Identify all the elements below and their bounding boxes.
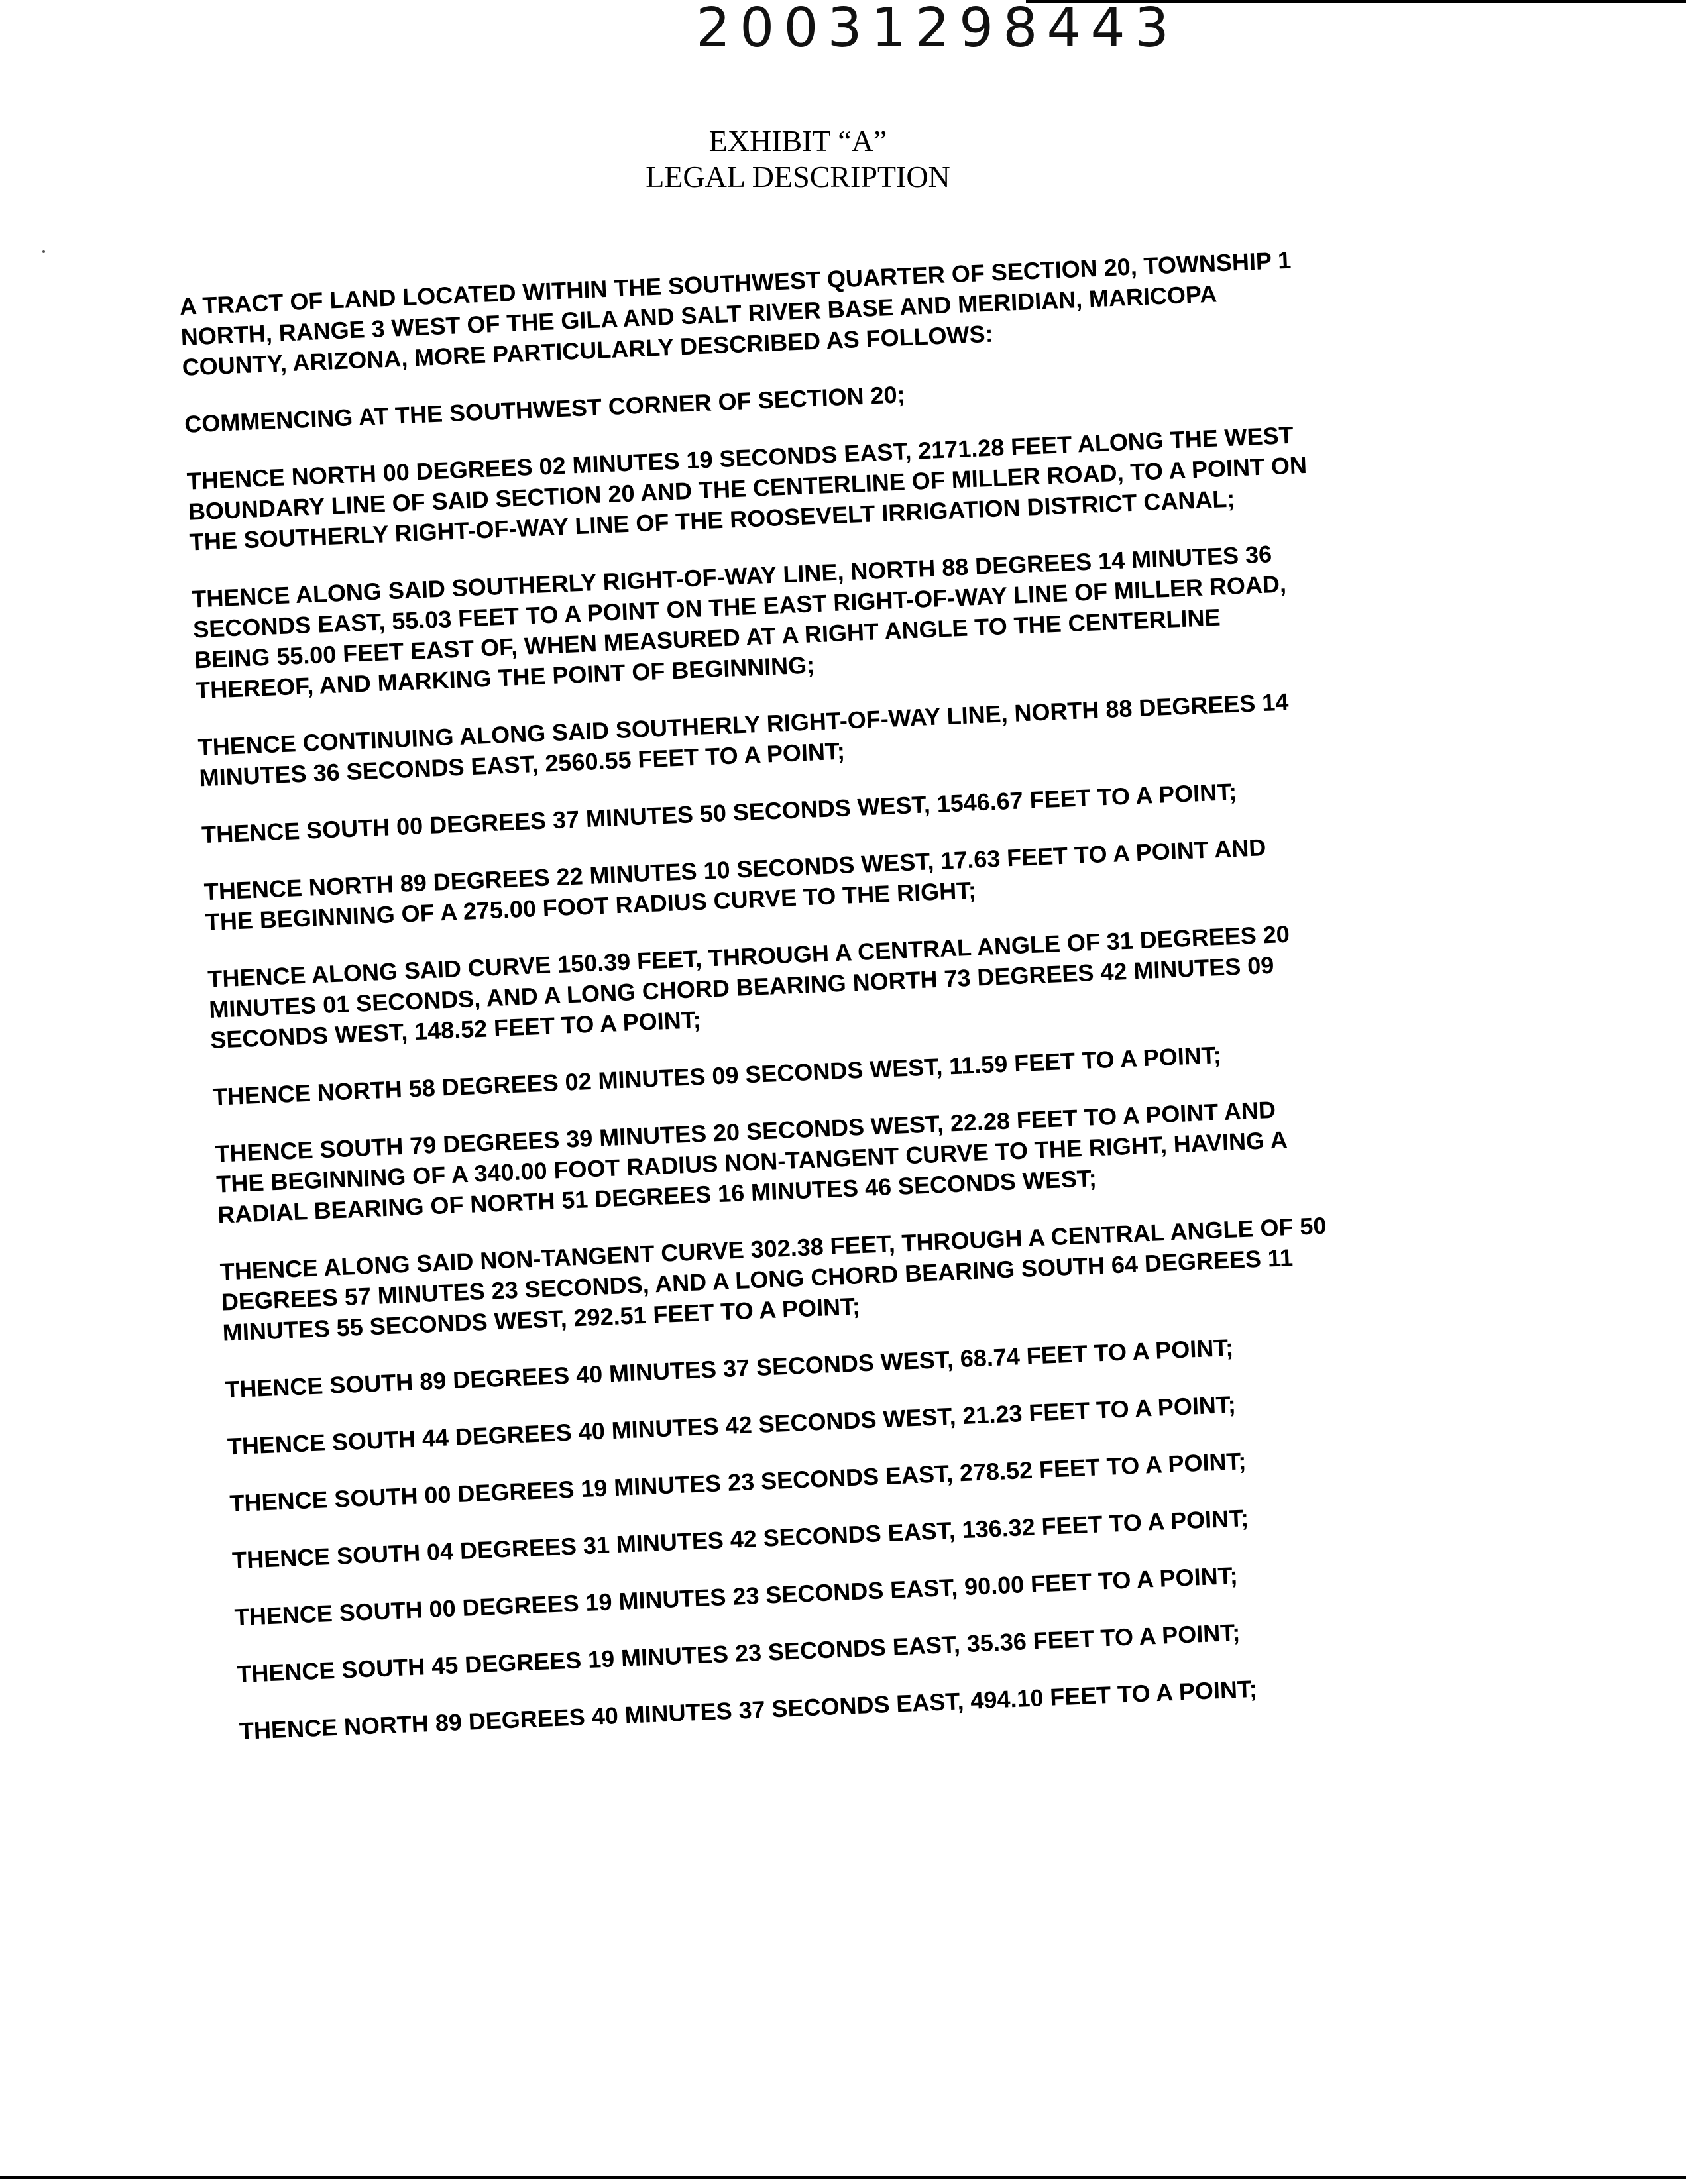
course-paragraph: THENCE NORTH 00 DEGREES 02 MINUTES 19 SECONDS EAST, 2171.28 FEET ALONG THE WEST BOUNDARY LINE OF SAID SECTION 20 AND THE CENTERLINE OF MILLER ROAD, TO A POINT ON THE SOUTHERLY RIGHT-OF-WAY LINE OF THE ROOSEVELT IRRIGATION DISTRICT CANAL; (186, 421, 1308, 556)
course-paragraph: THENCE CONTINUING ALONG SAID SOUTHERLY RIGHT-OF-WAY LINE, NORTH 88 DEGREES 14 MINUTES 36 SECONDS EAST, 2560.55 FEET TO A POINT; (197, 688, 1290, 792)
intro-paragraph: A TRACT OF LAND LOCATED WITHIN THE SOUTHWEST QUARTER OF SECTION 20, TOWNSHIP 1 NORTH, RANGE 3 WEST OF THE GILA AND SALT RIVER BASE AND MERIDIAN, MARICOPA COUNTY, ARIZONA, MORE PARTICULARLY DESCRIBED AS FOLLOWS: (179, 246, 1292, 381)
legal-description-title: LEGAL DESCRIPTION (646, 160, 950, 193)
course-paragraph: THENCE SOUTH 45 DEGREES 19 MINUTES 23 SECONDS EAST, 35.36 FEET TO A POINT; (236, 1618, 1241, 1688)
course-paragraph: THENCE SOUTH 04 DEGREES 31 MINUTES 42 SECONDS EAST, 136.32 FEET TO A POINT; (231, 1504, 1249, 1574)
exhibit-title: EXHIBIT “A” (708, 124, 887, 158)
course-paragraph: THENCE SOUTH 00 DEGREES 19 MINUTES 23 SECONDS EAST, 90.00 FEET TO A POINT; (233, 1561, 1239, 1631)
course-paragraph: THENCE SOUTH 89 DEGREES 40 MINUTES 37 SECONDS WEST, 68.74 FEET TO A POINT; (224, 1333, 1234, 1403)
course-paragraph: THENCE ALONG SAID NON-TANGENT CURVE 302.38 FEET, THROUGH A CENTRAL ANGLE OF 50 DEGREES 57 MINUTES 23 SECONDS, AND A LONG CHORD BEARING SOUTH 64 DEGREES 11 MINUTES 55 SECONDS WEST, 292.51 FEET TO A POINT; (219, 1211, 1327, 1346)
course-paragraph: THENCE SOUTH 44 DEGREES 40 MINUTES 42 SECONDS WEST, 21.23 FEET TO A POINT; (227, 1390, 1237, 1460)
course-paragraph: THENCE ALONG SAID SOUTHERLY RIGHT-OF-WAY LINE, NORTH 88 DEGREES 14 MINUTES 36 SECONDS EAST, 55.03 FEET TO A POINT ON THE EAST RIGHT-OF-WAY LINE OF MILLER ROAD, BEING 55.00 FEET EAST OF, WHEN MEASURED AT A RIGHT ANGLE TO THE CENTERLINE THEREOF, AND MARKING THE POINT OF BEGINNING; (191, 540, 1287, 704)
document-number: 20031298443 (696, 0, 1178, 60)
course-paragraph: THENCE NORTH 89 DEGREES 22 MINUTES 10 SECONDS WEST, 17.63 FEET TO A POINT AND THE BEGINNING OF A 275.00 FOOT RADIUS CURVE TO THE RIGHT; (203, 834, 1267, 936)
course-paragraph: THENCE NORTH 58 DEGREES 02 MINUTES 09 SECONDS WEST, 11.59 FEET TO A POINT; (212, 1041, 1222, 1111)
course-paragraph: THENCE SOUTH 00 DEGREES 19 MINUTES 23 SECONDS EAST, 278.52 FEET TO A POINT; (229, 1447, 1247, 1517)
course-paragraph: THENCE SOUTH 79 DEGREES 39 MINUTES 20 SECONDS WEST, 22.28 FEET TO A POINT AND THE BEGINNING OF A 340.00 FOOT RADIUS NON-TANGENT CURVE TO THE RIGHT, HAVING A RADIAL BEARING OF NORTH 51 DEGREES 16 MINUTES 46 SECONDS WEST; (214, 1095, 1288, 1228)
bottom-border-line (0, 2176, 1686, 2179)
course-paragraph: THENCE SOUTH 00 DEGREES 37 MINUTES 50 SECONDS WEST, 1546.67 FEET TO A POINT; (201, 777, 1237, 849)
course-paragraph: THENCE ALONG SAID CURVE 150.39 FEET, THROUGH A CENTRAL ANGLE OF 31 DEGREES 20 MINUTES 01 SECONDS, AND A LONG CHORD BEARING NORTH 73 DEGREES 42 MINUTES 09 SECONDS WEST, 148.52 FEET TO A POINT; (207, 920, 1290, 1054)
course-paragraph: THENCE NORTH 89 DEGREES 40 MINUTES 37 SECONDS EAST, 494.10 FEET TO A POINT; (239, 1674, 1258, 1745)
scan-speck (42, 250, 45, 253)
commencing-paragraph: COMMENCING AT THE SOUTHWEST CORNER OF SECTION 20; (184, 380, 906, 438)
legal-description-body (179, 237, 1539, 1773)
